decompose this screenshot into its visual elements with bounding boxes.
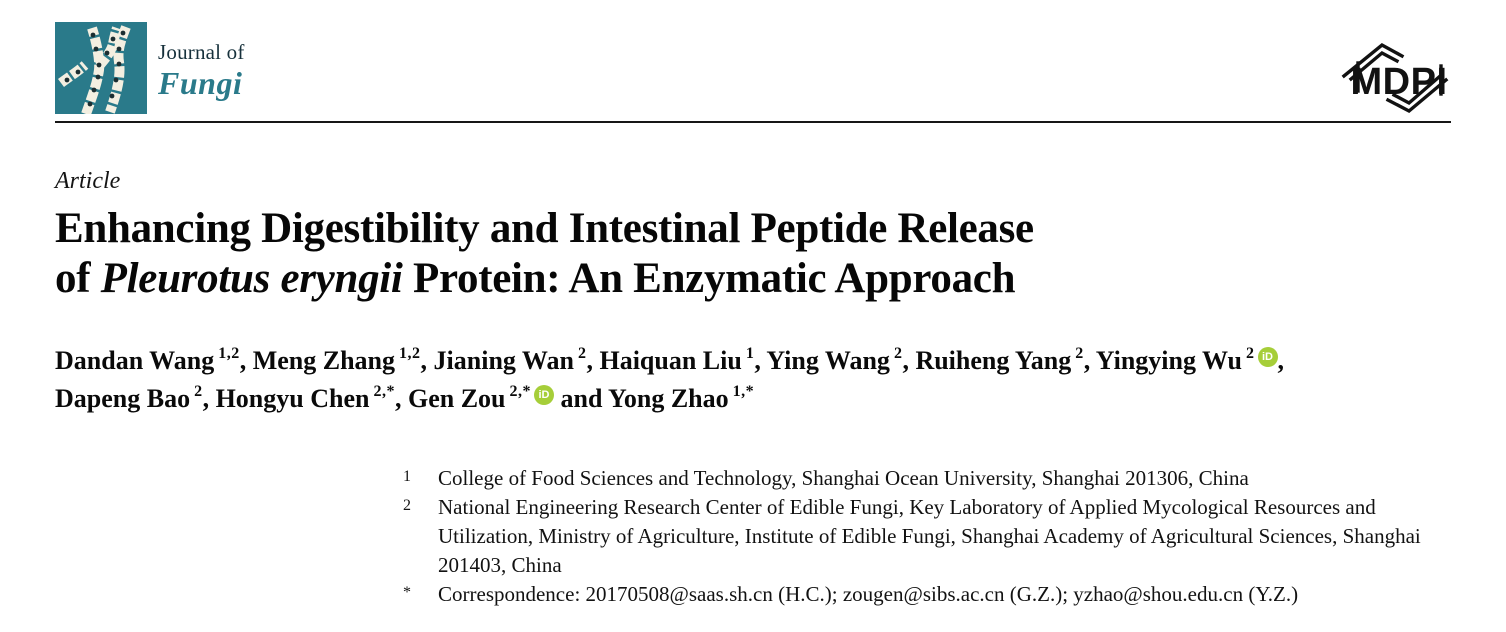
title-line2-suffix: Protein: An Enzymatic Approach [402,255,1016,302]
journal-name-bottom: Fungi [158,65,243,101]
author-name: Haiquan Liu [599,346,742,375]
mdpi-logo-text: MDPI [1350,61,1448,103]
author-name: Hongyu Chen [215,384,370,413]
author-affiliation-superscript: 2 [194,383,203,401]
author-separator: , [902,346,916,375]
mdpi-logo [1325,33,1465,128]
author-separator: , [202,384,216,413]
author-affiliation-superscript: 2,* [509,383,531,401]
author-separator: , [586,346,600,375]
author-affiliation-superscript: 2 [1246,345,1255,363]
header-divider-rule [55,121,1451,123]
orcid-icon[interactable]: iD [1258,347,1278,367]
affiliation-text: National Engineering Research Center of Edible Fungi, Key Laboratory of Applied Mycological Resources and Utilization, Ministry of Agriculture, Institute of Edible Fungi, Shanghai Academy of Agricultural Sciences, Shanghai 201403, China [438,495,1421,577]
author-affiliation-superscript: 1,* [732,383,755,401]
author-name: Gen Zou [407,384,506,413]
author-name: Ruiheng Yang [915,346,1072,375]
orcid-icon[interactable]: iD [534,385,554,405]
author-separator: and [554,384,608,413]
author-separator: , [754,346,767,375]
journal-logo-block [55,22,245,114]
author-name: Yingying Wu [1095,346,1242,375]
affiliation-row [400,493,1446,580]
affiliation-row [400,464,1446,493]
author-separator: , [394,384,408,413]
author-affiliation-superscript: 1,2 [218,345,240,363]
journal-of-fungi-logo-icon [55,22,147,114]
affiliations-block [400,464,1446,609]
author-separator: , [1083,346,1096,375]
title-species-name: Pleurotus eryngii [100,255,403,302]
author-affiliation-superscript: 1,2 [399,345,421,363]
author-separator: , [239,346,253,375]
author-affiliation-superscript: 2 [577,345,587,363]
affiliation-text: Correspondence: 20170508@saas.sh.cn (H.C.); zougen@sibs.ac.cn (G.Z.); yzhao@shou.edu.cn (Y.Z.) [438,582,1299,606]
affiliation-marker: 1 [403,468,411,485]
affiliation-row [400,580,1446,609]
author-line [55,342,1284,380]
affiliation-marker: 2 [403,497,411,514]
journal-name [158,22,245,99]
author-name: Yong Zhao [607,384,729,413]
author-affiliation-superscript: 2,* [373,383,395,401]
author-separator: , [420,346,434,375]
author-name: Dapeng Bao [55,384,191,413]
author-separator: , [1277,346,1284,375]
author-name: Ying Wang [766,346,890,375]
author-line [55,380,1284,418]
affiliation-text: College of Food Sciences and Technology, Shanghai Ocean University, Shanghai 201306, China [438,466,1249,490]
author-name: Jianing Wan [433,346,574,375]
journal-name-top: Journal of [158,40,245,64]
author-affiliation-superscript: 2 [1075,345,1084,363]
author-affiliation-superscript: 2 [893,345,903,363]
author-name: Dandan Wang [55,346,215,375]
author-name: Meng Zhang [252,346,396,375]
paper-title [55,204,1034,304]
title-line2-prefix: of [55,255,101,302]
affiliation-marker: * [403,584,411,601]
author-affiliation-superscript: 1 [745,345,755,363]
title-line1: Enhancing Digestibility and Intestinal Peptide Release [55,205,1034,252]
author-lines [55,342,1284,418]
article-type-label: Article [55,168,121,194]
